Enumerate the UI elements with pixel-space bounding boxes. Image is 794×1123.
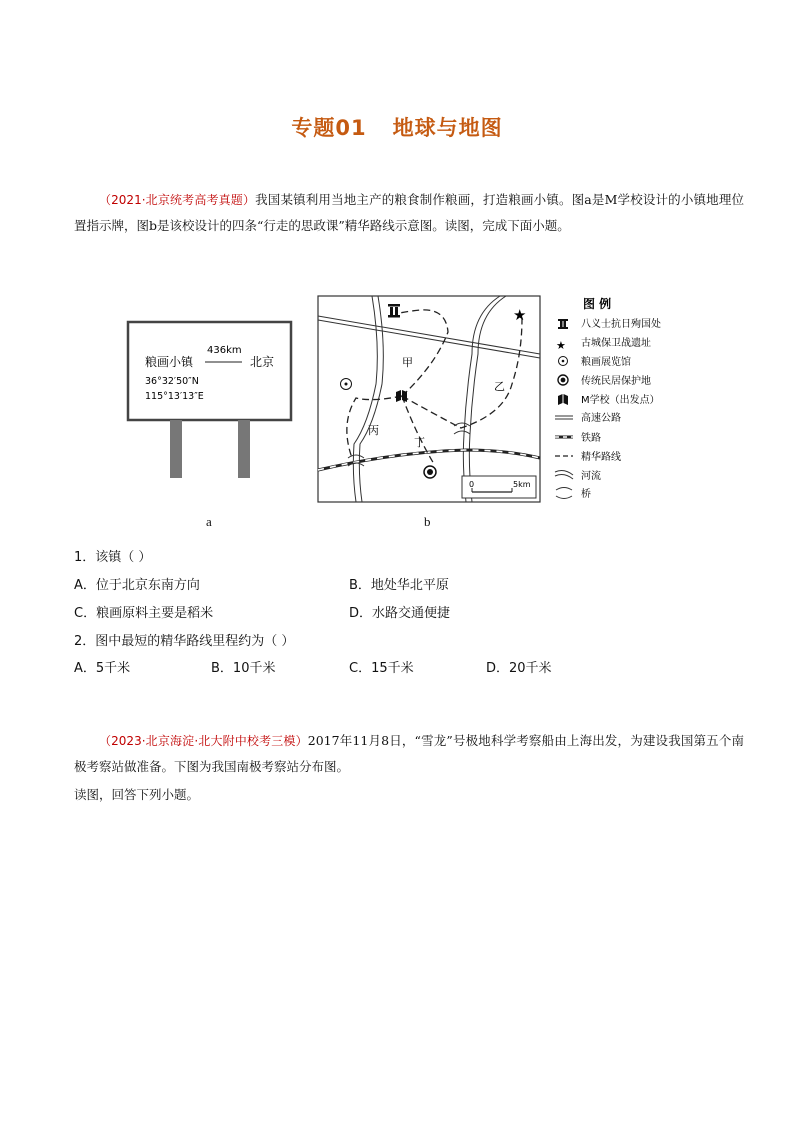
source-tag-2: （2023·北京海淀·北大附中校考三模） bbox=[99, 734, 308, 748]
q1-option-a: A．位于北京东南方向 bbox=[74, 578, 200, 593]
star-icon: ★ bbox=[513, 306, 527, 324]
question-intro-1 bbox=[74, 187, 744, 239]
title-part1: 专题01 bbox=[291, 116, 367, 140]
label-jia: 甲 bbox=[402, 356, 413, 369]
q2-option-d: D．20千米 bbox=[486, 661, 552, 676]
legend-title: 图 例 bbox=[583, 297, 612, 311]
scale-five: 5km bbox=[513, 480, 531, 489]
sign-frame bbox=[128, 322, 291, 420]
source-tag: （2021·北京统考高考真题） bbox=[99, 193, 256, 207]
sign-town: 粮画小镇 bbox=[145, 355, 194, 369]
title-part2: 地球与地图 bbox=[392, 116, 503, 140]
legend-dot-circle-icon bbox=[559, 357, 568, 366]
legend-double-circle-icon bbox=[558, 375, 568, 385]
sign-post-right bbox=[238, 420, 250, 478]
legend-label-2: 粮画展览馆 bbox=[581, 357, 631, 368]
map-legend bbox=[553, 294, 703, 504]
sign-latitude: 36°32′50″N bbox=[145, 376, 199, 387]
legend-label-1: 古城保卫战遗址 bbox=[581, 338, 651, 349]
scale-zero: 0 bbox=[469, 480, 475, 489]
q1-option-b: B．地处华北平原 bbox=[349, 578, 449, 593]
figure-b-map bbox=[316, 294, 542, 504]
legend-labels bbox=[581, 317, 661, 500]
legend-river-icon bbox=[555, 471, 573, 479]
legend-label-5: 高速公路 bbox=[581, 413, 621, 424]
legend-label-7: 精华路线 bbox=[581, 452, 621, 463]
q2-option-b: B．10千米 bbox=[211, 661, 276, 676]
legend-label-0: 八义士抗日殉国处 bbox=[581, 319, 661, 330]
intro-2-line3: 读图，回答下列小题。 bbox=[74, 787, 200, 802]
sign-post-left bbox=[170, 420, 182, 478]
sign-city: 北京 bbox=[250, 355, 275, 369]
question-2-stem: 2．图中最短的精华路线里程约为（ ） bbox=[74, 634, 295, 649]
legend-label-4: M学校（出发点） bbox=[581, 395, 660, 406]
intro-text-2: 2017年11月8日，“雪龙”号极地科学考察船由上海出发，为建设我国第五个南极考察站做准备。下图为我国南极考察站分布图。 bbox=[74, 733, 745, 774]
scale-bar bbox=[462, 476, 536, 498]
intro-text: 我国某镇利用当地主产的粮食制作粮画，打造粮画小镇。图a是M学校设计的小镇地理位置指示牌，图b是该校设计的四条“行走的思政课”精华路线示意图。读图，完成下面小题。 bbox=[74, 192, 744, 233]
legend-monument-icon bbox=[558, 319, 568, 329]
label-yi: 乙 bbox=[494, 380, 505, 393]
sign-distance: 436km bbox=[207, 345, 242, 356]
legend-highway-icon bbox=[555, 416, 573, 419]
question-intro-2 bbox=[74, 728, 744, 780]
legend-label-9: 桥 bbox=[581, 489, 591, 500]
caption-b: b bbox=[424, 514, 431, 529]
sign-longitude: 115°13′13″E bbox=[145, 391, 204, 402]
legend-label-8: 河流 bbox=[581, 471, 601, 482]
q1-option-d: D．水路交通便捷 bbox=[349, 606, 451, 621]
question-1-stem: 1．该镇（ ） bbox=[74, 550, 152, 565]
label-ding: 丁 bbox=[414, 436, 425, 449]
legend-star-icon: ★ bbox=[556, 339, 566, 352]
legend-bridge-icon bbox=[556, 488, 572, 499]
caption-a: a bbox=[206, 514, 212, 529]
dot-circle-icon bbox=[341, 379, 352, 390]
q2-option-a: A．5千米 bbox=[74, 661, 131, 676]
page-title bbox=[0, 112, 794, 142]
legend-label-6: 铁路 bbox=[581, 433, 601, 444]
q2-option-c: C．15千米 bbox=[349, 661, 414, 676]
legend-book-icon bbox=[558, 394, 568, 405]
label-bing: 丙 bbox=[368, 424, 379, 437]
q1-option-c: C．粮画原料主要是稻米 bbox=[74, 606, 214, 621]
double-circle-icon bbox=[424, 466, 436, 478]
legend-label-3: 传统民居保护地 bbox=[581, 376, 651, 387]
figure-a-signboard bbox=[120, 315, 300, 485]
